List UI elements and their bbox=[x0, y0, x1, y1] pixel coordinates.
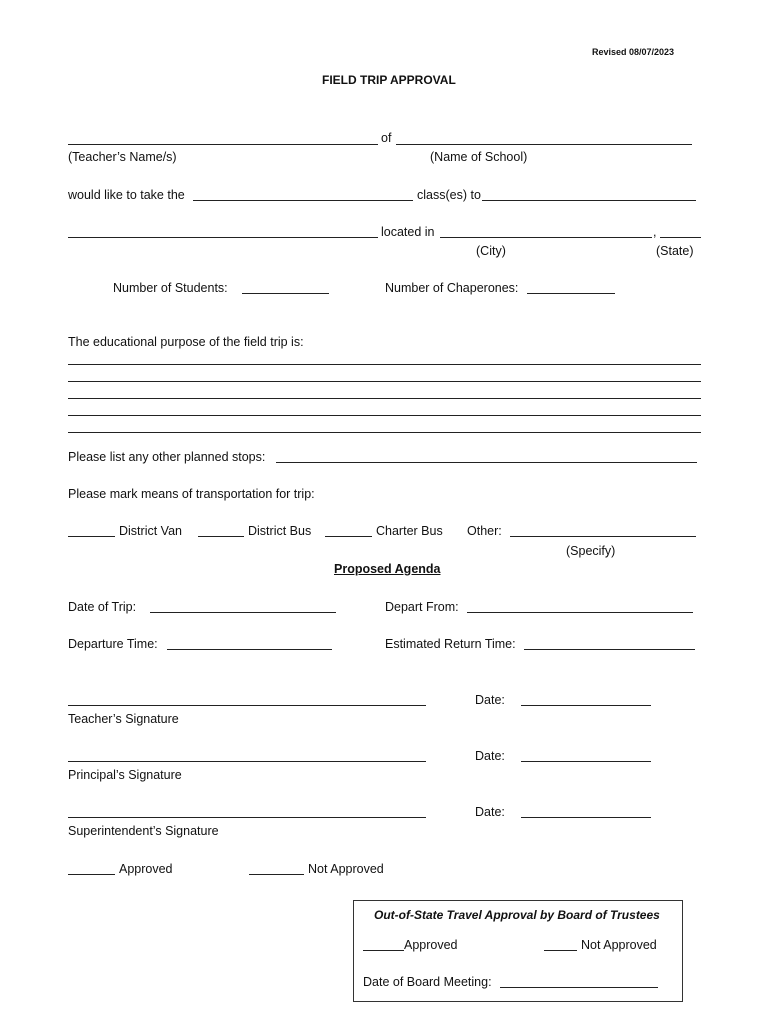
chaperones-label: Number of Chaperones: bbox=[385, 281, 519, 295]
comma-text: , bbox=[653, 225, 657, 239]
other-field[interactable] bbox=[510, 536, 696, 537]
classes-to-text: class(es) to bbox=[417, 188, 481, 202]
superintendent-signature-label: Superintendent’s Signature bbox=[68, 824, 219, 838]
stops-label: Please list any other planned stops: bbox=[68, 450, 266, 464]
board-meeting-label: Date of Board Meeting: bbox=[363, 975, 492, 989]
principal-signature-field[interactable] bbox=[68, 761, 426, 762]
approved-mark[interactable] bbox=[68, 874, 115, 875]
place-field[interactable] bbox=[68, 237, 378, 238]
purpose-line-3[interactable] bbox=[68, 398, 701, 399]
not-approved-mark[interactable] bbox=[249, 874, 304, 875]
board-approved-mark[interactable] bbox=[363, 950, 404, 951]
transport-label: Please mark means of transportation for trip: bbox=[68, 487, 315, 501]
charter-bus-mark[interactable] bbox=[325, 536, 372, 537]
superintendent-date-field[interactable] bbox=[521, 817, 651, 818]
superintendent-signature-field[interactable] bbox=[68, 817, 426, 818]
students-label: Number of Students: bbox=[113, 281, 228, 295]
departure-time-label: Departure Time: bbox=[68, 637, 158, 651]
city-field[interactable] bbox=[440, 237, 652, 238]
board-meeting-field[interactable] bbox=[500, 987, 658, 988]
purpose-line-1[interactable] bbox=[68, 364, 701, 365]
depart-from-label: Depart From: bbox=[385, 600, 459, 614]
teacher-name-label: (Teacher’s Name/s) bbox=[68, 150, 177, 164]
school-name-label: (Name of School) bbox=[430, 150, 528, 164]
depart-from-field[interactable] bbox=[467, 612, 693, 613]
would-like-text: would like to take the bbox=[68, 188, 185, 202]
teacher-date-field[interactable] bbox=[521, 705, 651, 706]
form-title: FIELD TRIP APPROVAL bbox=[322, 73, 456, 87]
revised-date: Revised 08/07/2023 bbox=[592, 47, 675, 57]
departure-time-field[interactable] bbox=[167, 649, 332, 650]
board-approved-label: Approved bbox=[404, 938, 458, 952]
other-label: Other: bbox=[467, 524, 502, 538]
teacher-date-label: Date: bbox=[475, 693, 505, 707]
specify-label: (Specify) bbox=[566, 544, 616, 558]
of-text: of bbox=[381, 131, 392, 145]
district-bus-label: District Bus bbox=[248, 524, 312, 538]
principal-signature-label: Principal’s Signature bbox=[68, 768, 182, 782]
state-label: (State) bbox=[656, 244, 694, 258]
class-field[interactable] bbox=[193, 200, 413, 201]
not-approved-label: Not Approved bbox=[308, 862, 384, 876]
purpose-line-5[interactable] bbox=[68, 432, 701, 433]
stops-field[interactable] bbox=[276, 462, 697, 463]
school-name-field[interactable] bbox=[396, 144, 692, 145]
approved-label: Approved bbox=[119, 862, 173, 876]
trip-date-label: Date of Trip: bbox=[68, 600, 137, 614]
chaperones-field[interactable] bbox=[527, 293, 615, 294]
destination-field[interactable] bbox=[482, 200, 696, 201]
located-in-text: located in bbox=[381, 225, 435, 239]
teacher-signature-field[interactable] bbox=[68, 705, 426, 706]
city-label: (City) bbox=[476, 244, 506, 258]
board-box-title: Out-of-State Travel Approval by Board of Trustees bbox=[374, 908, 660, 922]
purpose-line-2[interactable] bbox=[68, 381, 701, 382]
students-field[interactable] bbox=[242, 293, 329, 294]
return-time-label: Estimated Return Time: bbox=[385, 637, 516, 651]
board-not-approved-mark[interactable] bbox=[544, 950, 577, 951]
purpose-line-4[interactable] bbox=[68, 415, 701, 416]
district-bus-mark[interactable] bbox=[198, 536, 244, 537]
principal-date-field[interactable] bbox=[521, 761, 651, 762]
charter-bus-label: Charter Bus bbox=[376, 524, 443, 538]
state-field[interactable] bbox=[660, 237, 701, 238]
district-van-label: District Van bbox=[119, 524, 182, 538]
board-not-approved-label: Not Approved bbox=[581, 938, 657, 952]
principal-date-label: Date: bbox=[475, 749, 505, 763]
teacher-signature-label: Teacher’s Signature bbox=[68, 712, 179, 726]
district-van-mark[interactable] bbox=[68, 536, 115, 537]
purpose-label: The educational purpose of the field trip is: bbox=[68, 335, 304, 349]
superintendent-date-label: Date: bbox=[475, 805, 505, 819]
teacher-name-field[interactable] bbox=[68, 144, 378, 145]
return-time-field[interactable] bbox=[524, 649, 695, 650]
trip-date-field[interactable] bbox=[150, 612, 336, 613]
agenda-heading: Proposed Agenda bbox=[334, 562, 441, 576]
